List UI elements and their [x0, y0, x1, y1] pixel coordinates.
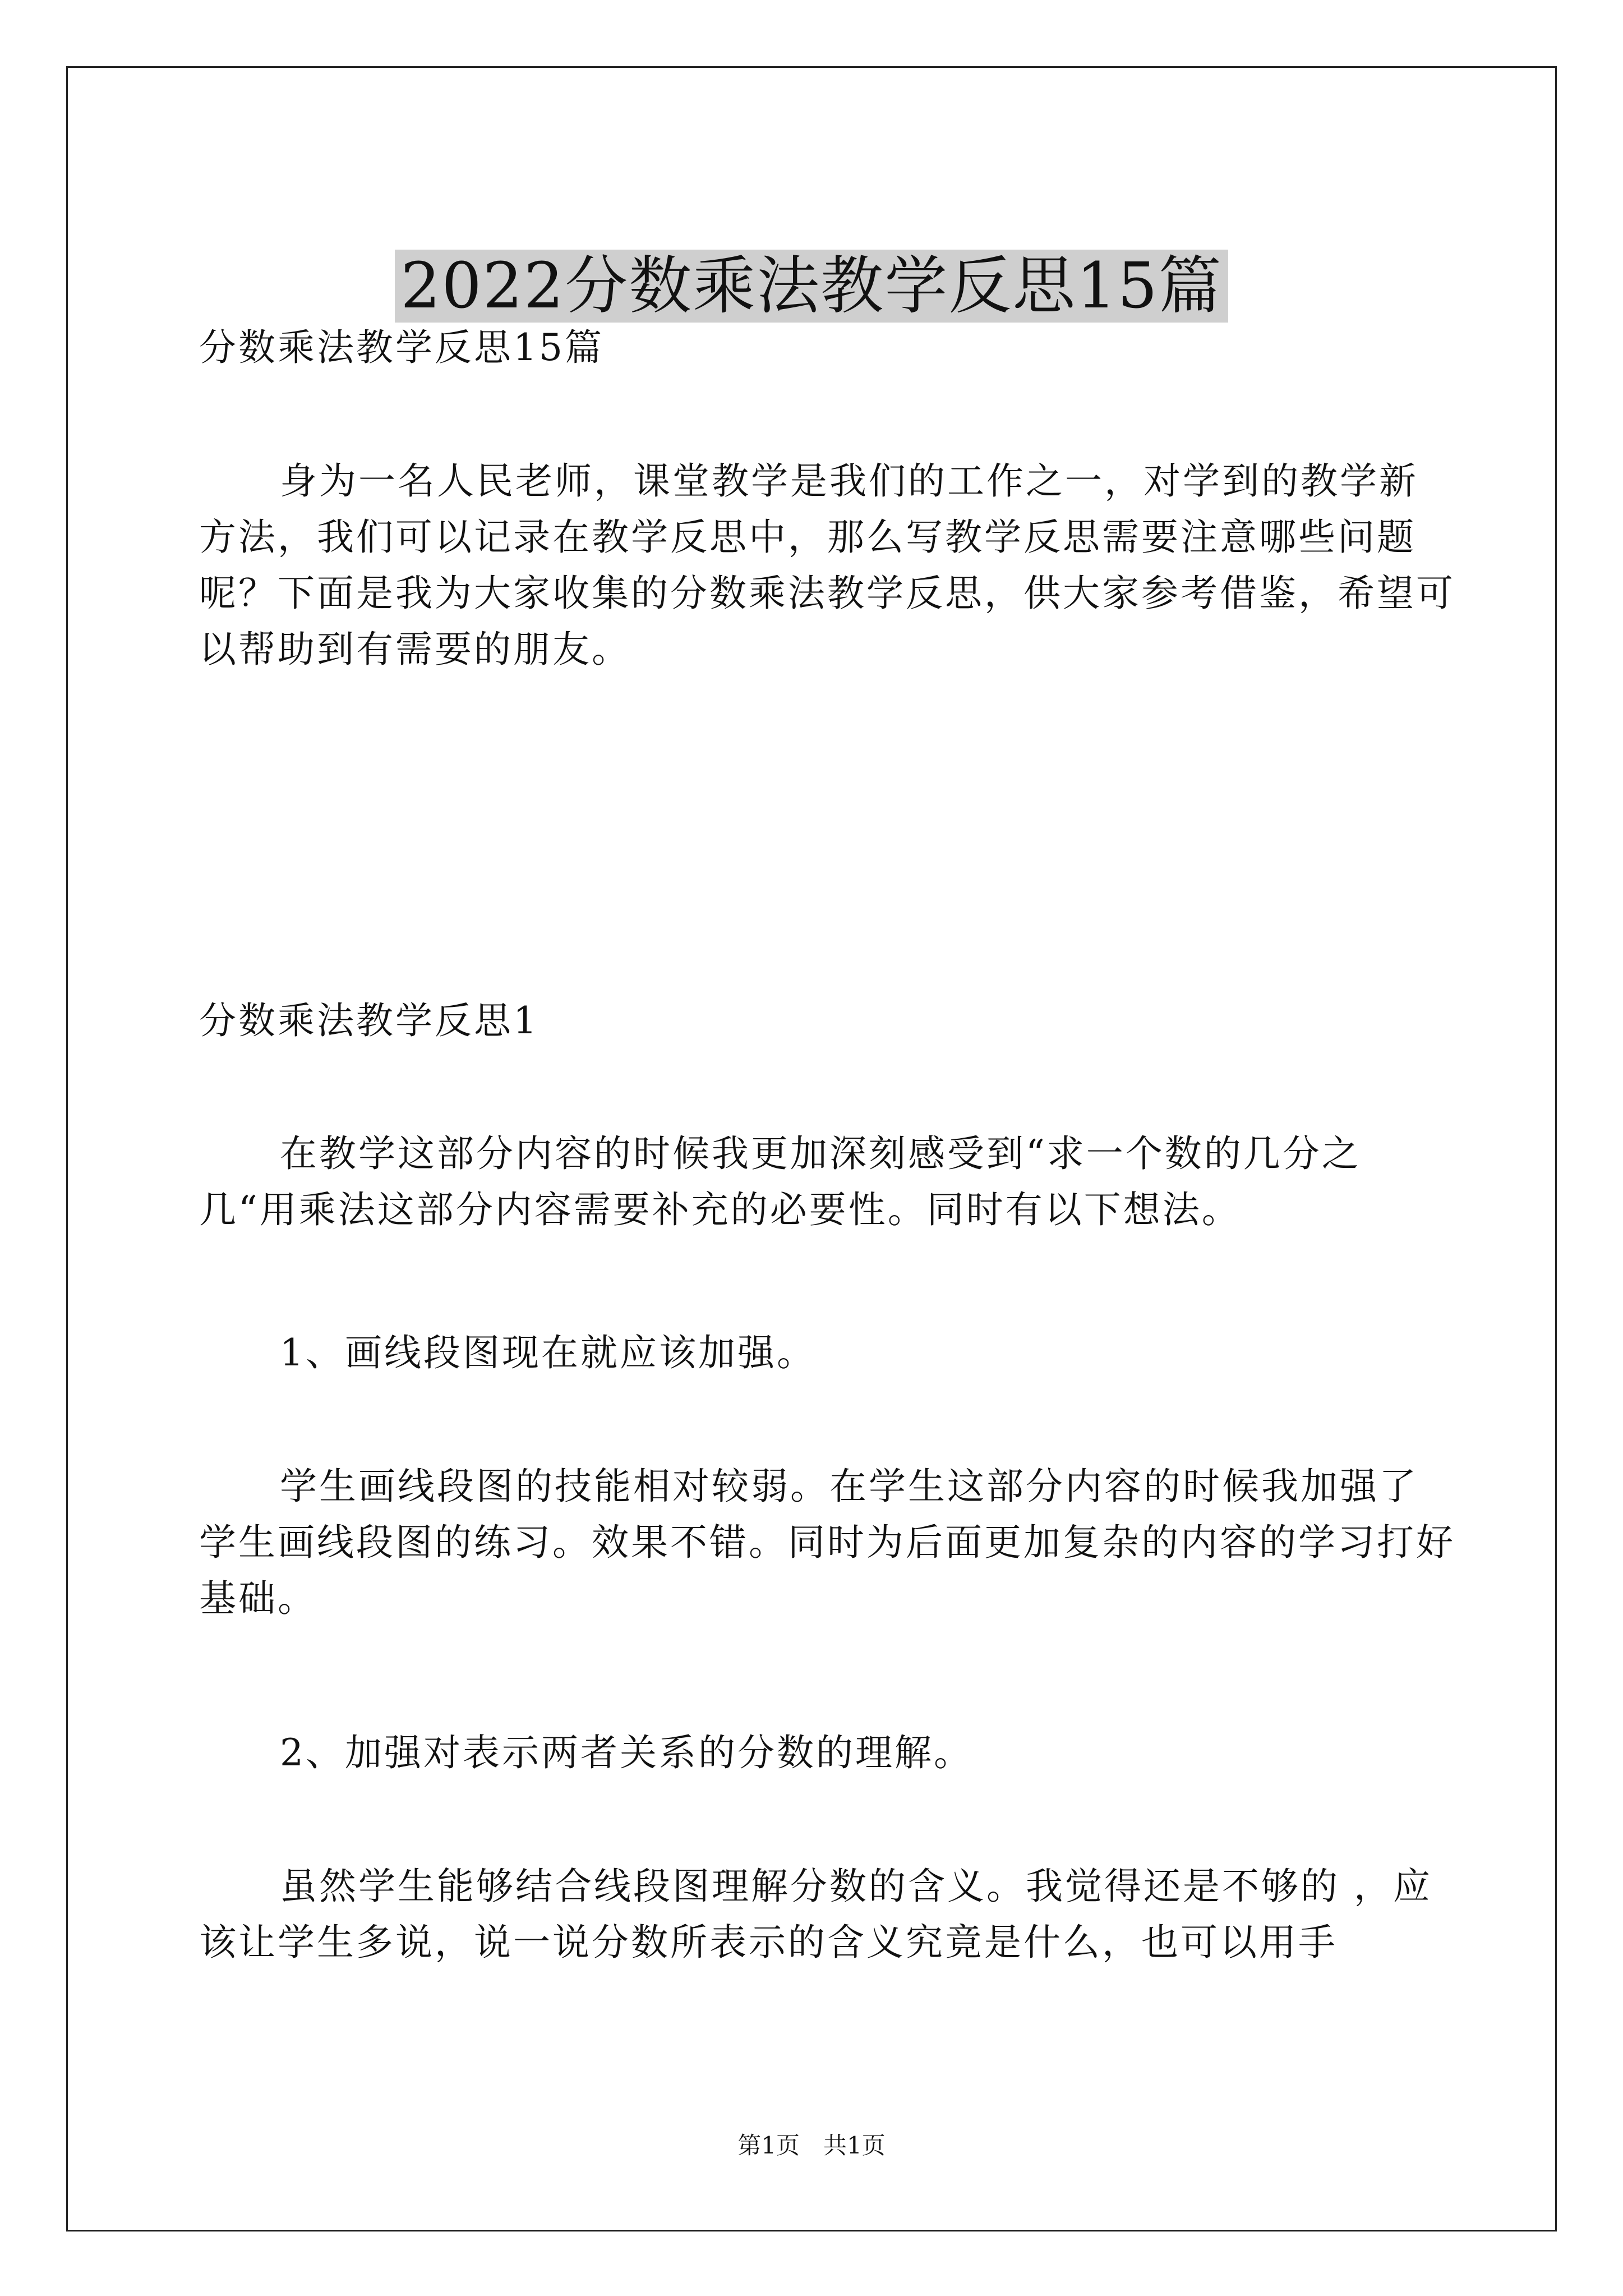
section-paragraph — [199, 1325, 1455, 1381]
paragraph-text: 1、画线段图现在就应该加强。 — [280, 1331, 816, 1374]
document-subtitle: 分数乘法教学反思15篇 — [199, 326, 604, 369]
section-heading: 分数乘法教学反思1 — [199, 999, 539, 1042]
intro-paragraph — [199, 453, 1455, 678]
intro-text: 身为一名人民老师，课堂教学是我们的工作之一，对学到的教学新方法，我们可以记录在教学反思中，那么写教学反思需要注意哪些问题呢？下面是我为大家收集的分数乘法教学反思，供大家参考借鉴，希望可以帮助到有需要的朋友。 — [199, 459, 1455, 671]
document-title: 2022分数乘法教学反思15篇 — [0, 244, 1623, 328]
section-paragraph — [199, 1458, 1455, 1627]
paragraph-text: 学生画线段图的技能相对较弱。在学生这部分内容的时候我加强了学生画线段图的练习。效果不错。同时为后面更加复杂的内容的学习打好基础。 — [199, 1465, 1455, 1620]
paragraph-text: 在教学这部分内容的时候我更加深刻感受到“求一个数的几分之几“用乘法这部分内容需要补充的必要性。同时有以下想法。 — [199, 1132, 1361, 1231]
paragraph-text: 2、加强对表示两者关系的分数的理解。 — [280, 1731, 973, 1774]
paragraph-text: 虽然学生能够结合线段图理解分数的含义。我觉得还是不够的 ，应该让学生多说，说一说分数所表示的含义究竟是什么，也可以用手 — [199, 1865, 1432, 1964]
page-footer: 第1页 共1页 — [737, 2132, 886, 2159]
section-paragraph — [199, 1858, 1455, 1971]
section-paragraph — [199, 1126, 1455, 1238]
section-paragraph — [199, 1725, 1455, 1781]
